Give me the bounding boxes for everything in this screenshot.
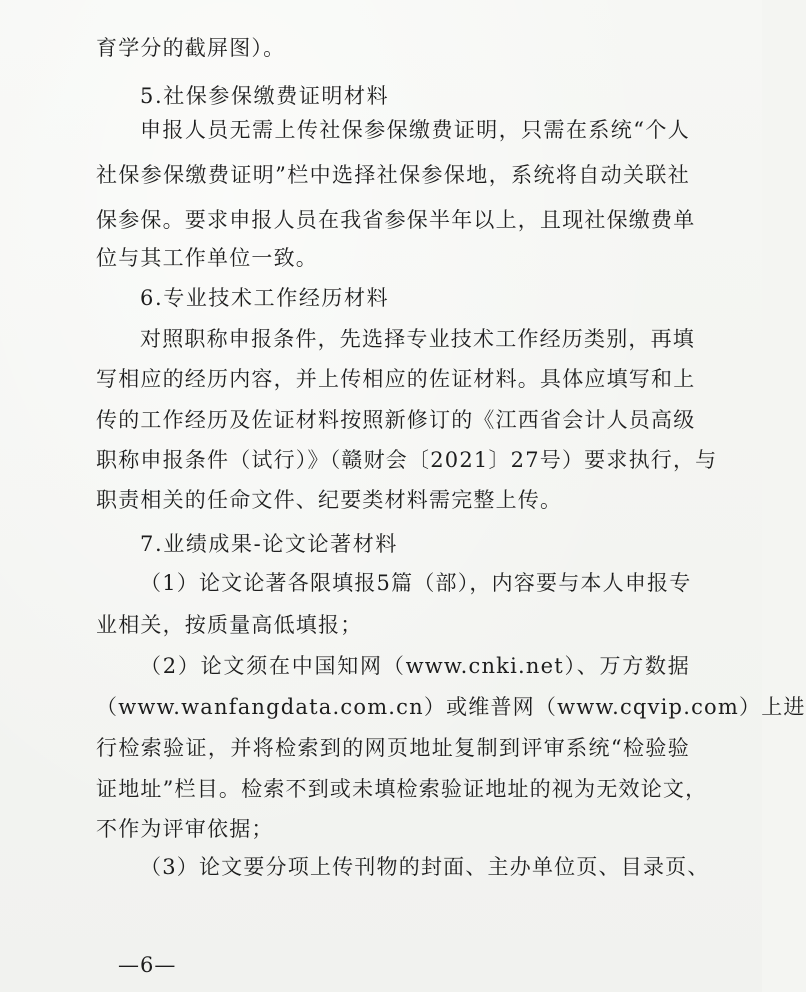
text-line: 育学分的截屏图）。	[96, 36, 286, 60]
text-line: （3）论文要分项上传刊物的封面、主办单位页、目录页、	[140, 855, 710, 879]
text-line: 保参保。要求申报人员在我省参保半年以上，且现社保缴费单	[96, 208, 696, 232]
text-line: 职称申报条件（试行）》（赣财会〔2021〕27号）要求执行，与	[96, 448, 718, 472]
text-line: 职责相关的任命文件、纪要类材料需完整上传。	[96, 488, 563, 512]
text-line: 对照职称申报条件，先选择专业技术工作经历类别，再填	[140, 327, 695, 351]
text-line: 行检索验证，并将检索到的网页地址复制到评审系统“检验验	[96, 736, 690, 760]
text-line: 申报人员无需上传社保参保缴费证明，只需在系统“个人	[140, 118, 690, 142]
text-line: （2）论文须在中国知网（www.cnki.net）、万方数据	[140, 654, 690, 678]
section-heading: 7.业绩成果-论文论著材料	[140, 532, 398, 556]
text-line: 证地址”栏目。检索不到或未填检索验证地址的视为无效论文，	[96, 777, 708, 801]
text-line: 位与其工作单位一致。	[96, 246, 318, 270]
text-line: 写相应的经历内容，并上传相应的佐证材料。具体应填写和上	[96, 367, 696, 391]
section-heading: 6.专业技术工作经历材料	[140, 286, 390, 310]
text-line: 传的工作经历及佐证材料按照新修订的《江西省会计人员高级	[96, 408, 696, 432]
text-line: （1）论文论著各限填报5篇（部），内容要与本人申报专	[140, 571, 692, 595]
text-line: 社保参保缴费证明”栏中选择社保参保地，系统将自动关联社	[96, 163, 690, 187]
section-heading: 5.社保参保缴费证明材料	[140, 84, 390, 108]
text-line: （www.wanfangdata.com.cn）或维普网（www.cqvip.com）上进	[96, 695, 806, 719]
text-line: 不作为评审依据；	[96, 817, 274, 841]
text-line: 业相关，按质量高低填报；	[96, 613, 363, 637]
page-number: —6—	[118, 953, 177, 977]
